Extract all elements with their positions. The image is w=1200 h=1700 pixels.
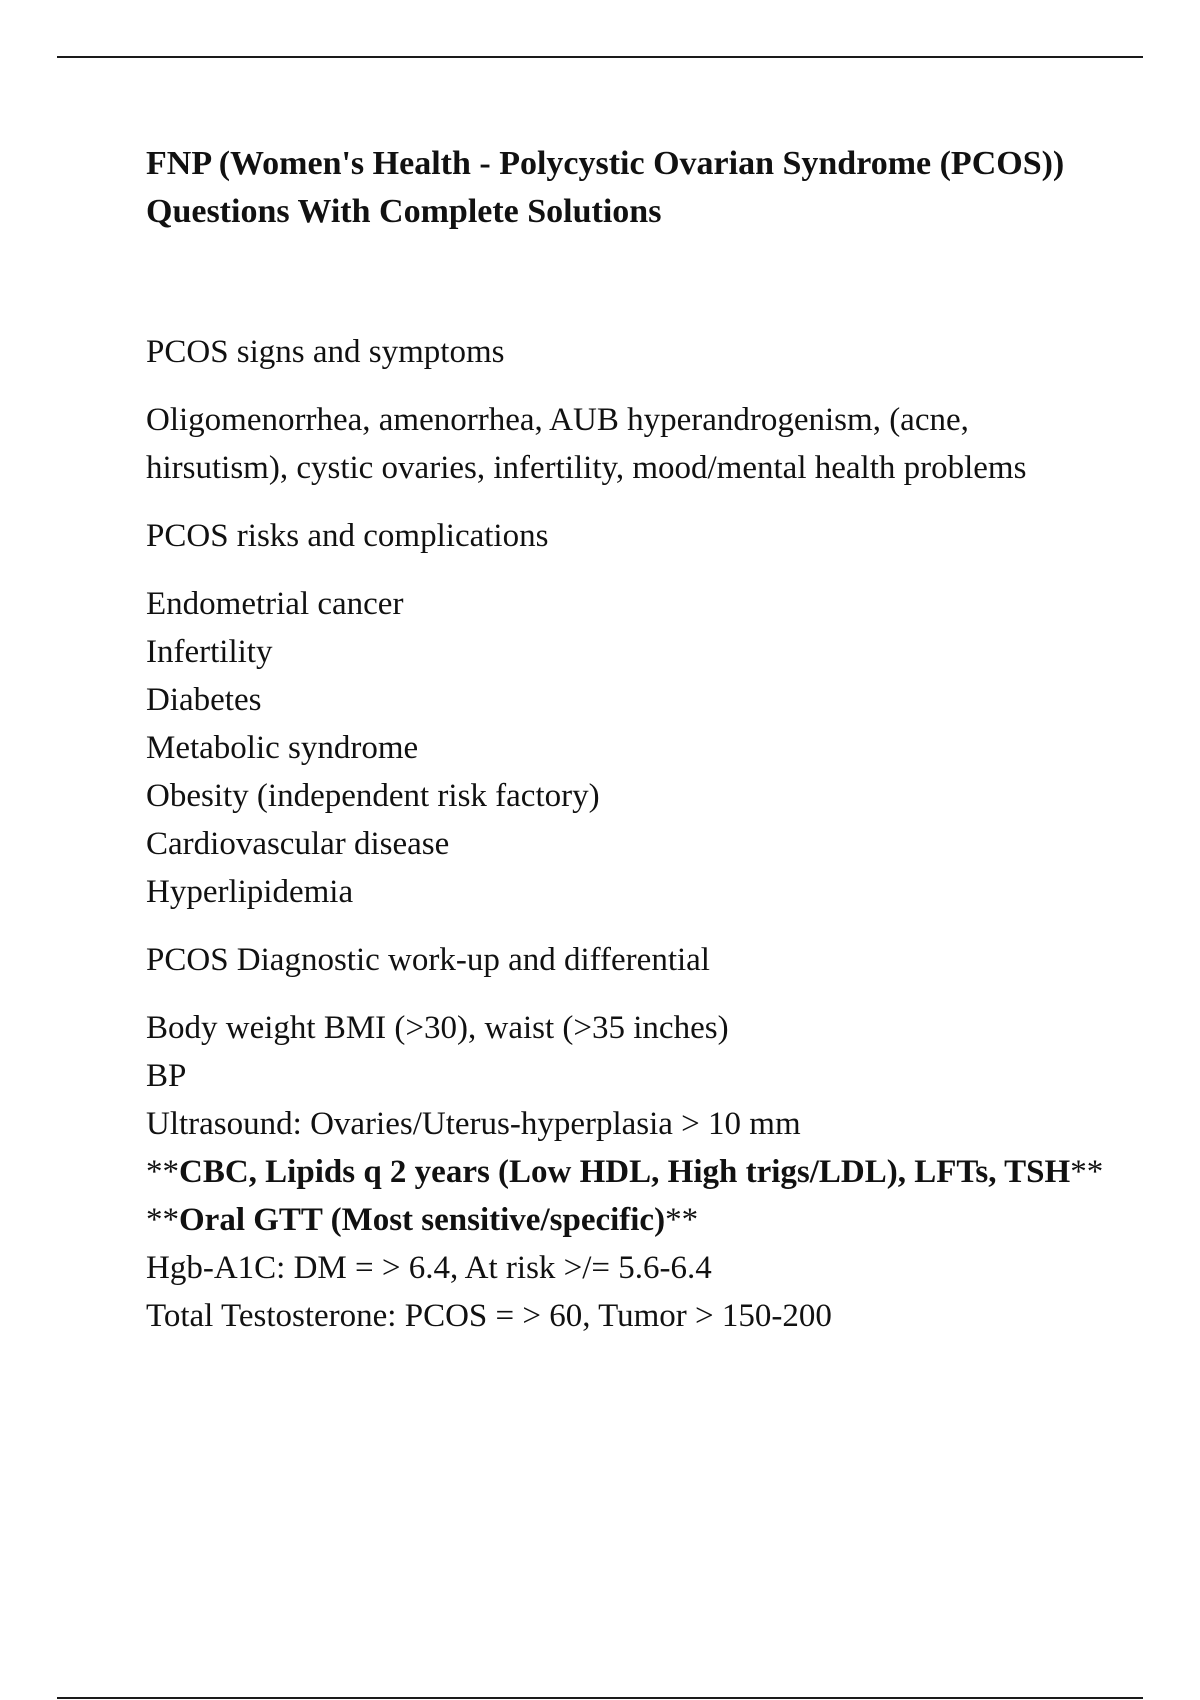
qa-section-risks [146, 512, 1106, 916]
emphasized-text: CBC, Lipids q 2 years (Low HDL, High trigs/LDL), LFTs, TSH [179, 1154, 1071, 1190]
answer-block [146, 580, 1106, 916]
footer-rule [57, 1697, 1143, 1699]
answer-line: Hyperlipidemia [146, 874, 354, 910]
answer-line: Hgb-A1C: DM = > 6.4, At risk >/= 5.6-6.4 [146, 1250, 712, 1286]
header-rule [57, 56, 1143, 58]
answer-line: Diabetes [146, 682, 262, 718]
answer-block [146, 1004, 1106, 1340]
answer-block [146, 396, 1106, 492]
emphasized-text: Oral GTT (Most sensitive/specific) [179, 1202, 666, 1238]
question-heading: PCOS risks and complications [146, 518, 549, 554]
emphasis-marker: ** [146, 1202, 179, 1238]
answer-line: Cardiovascular disease [146, 826, 450, 862]
question-heading: PCOS Diagnostic work-up and differential [146, 942, 710, 978]
qa-section-diagnostic [146, 936, 1106, 1340]
emphasis-marker: ** [665, 1202, 699, 1238]
answer-line: Endometrial cancer [146, 586, 404, 622]
answer-line: Infertility [146, 634, 273, 670]
answer-line: Obesity (independent risk factory) [146, 778, 600, 814]
document-title: FNP (Women's Health - Polycystic Ovarian Syndrome (PCOS)) Questions With Complete Solutions [146, 145, 1065, 230]
answer-line-emphasized [146, 1148, 1106, 1196]
question-heading: PCOS signs and symptoms [146, 334, 505, 370]
answer-line: Ultrasound: Ovaries/Uterus-hyperplasia > 10 mm [146, 1106, 801, 1142]
answer-line: BP [146, 1058, 187, 1094]
answer-line-emphasized [146, 1196, 1106, 1244]
emphasis-marker: ** [1070, 1154, 1104, 1190]
answer-line: Body weight BMI (>30), waist (>35 inches) [146, 1010, 729, 1046]
answer-line: Oligomenorrhea, amenorrhea, AUB hyperandrogenism, (acne, hirsutism), cystic ovaries, infertility, mood/mental health problems [146, 402, 1027, 486]
qa-section-signs [146, 328, 1106, 492]
document-body [146, 140, 1106, 1340]
emphasis-marker: ** [146, 1154, 179, 1190]
answer-line: Metabolic syndrome [146, 730, 419, 766]
answer-line: Total Testosterone: PCOS = > 60, Tumor > 150-200 [146, 1298, 832, 1334]
